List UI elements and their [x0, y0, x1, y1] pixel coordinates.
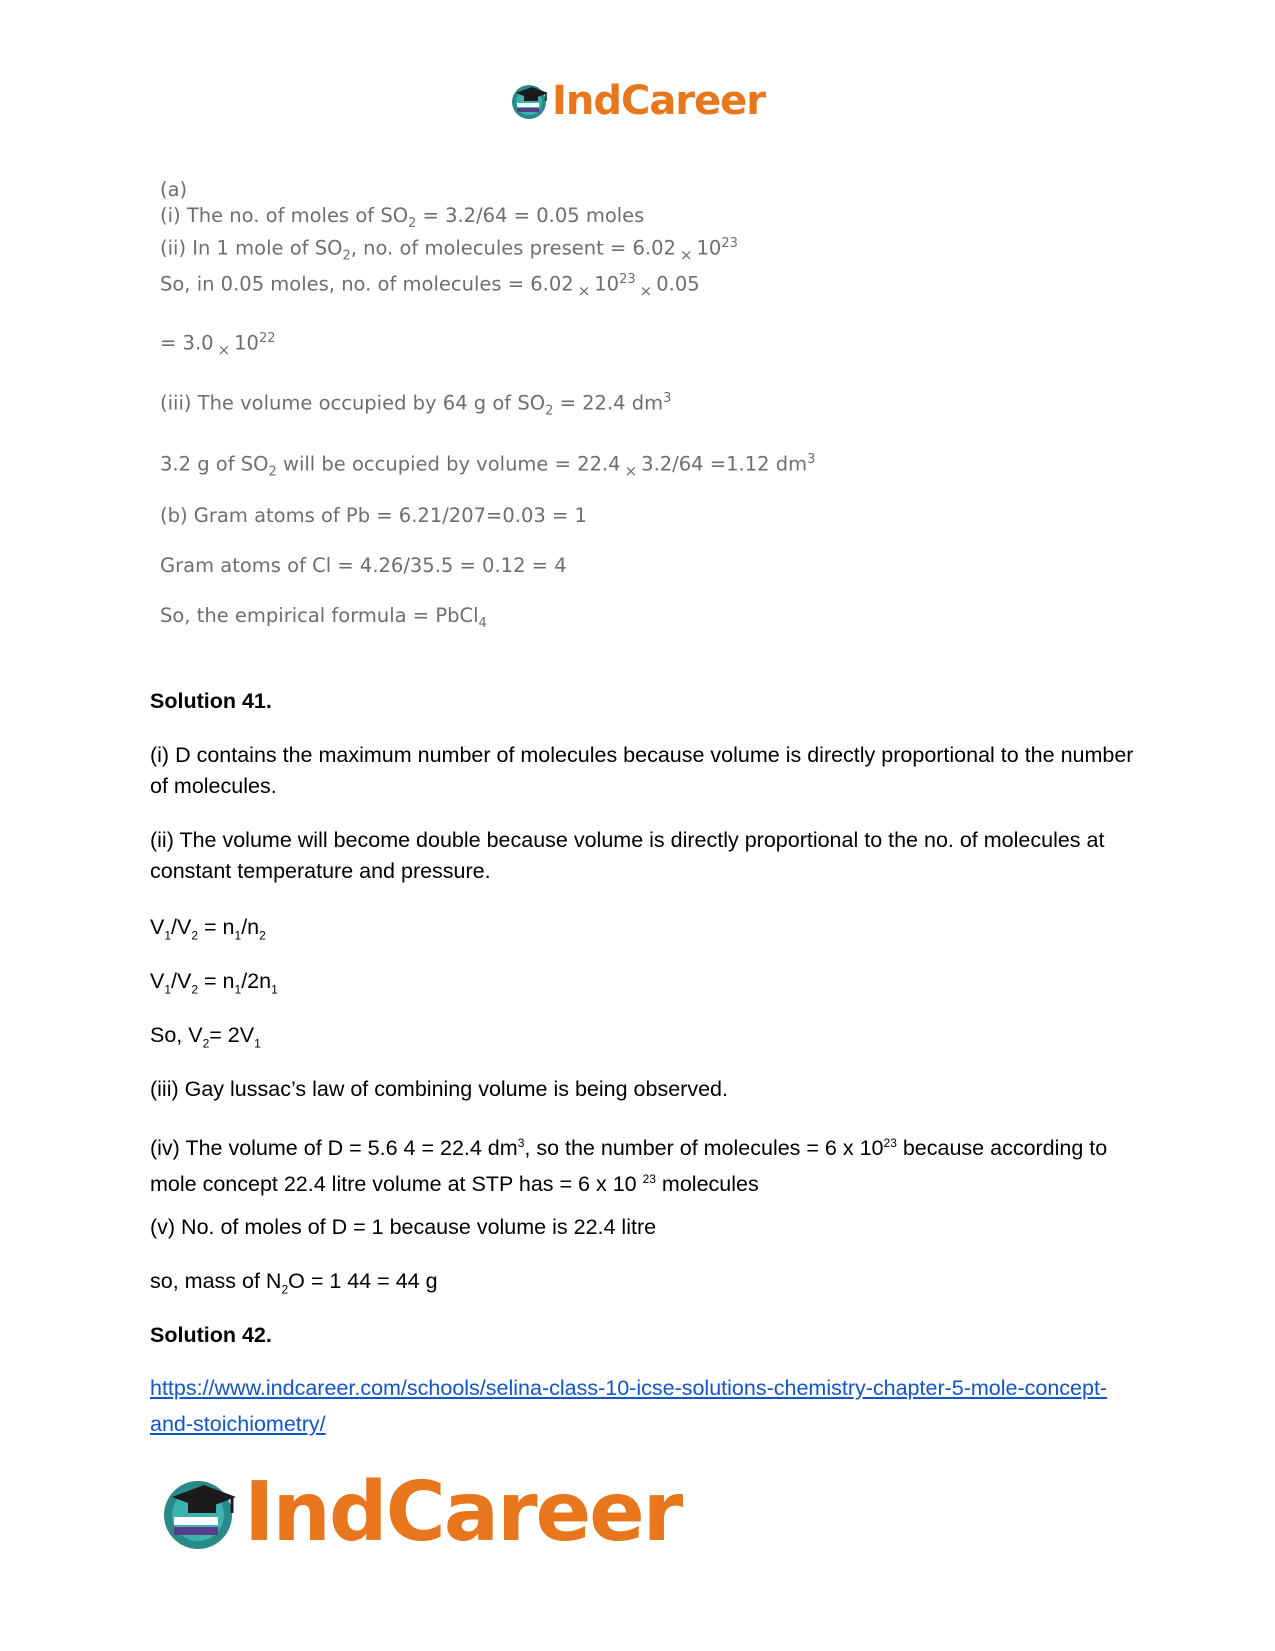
formula-1: $V_1/V_2 = n_1/n_2$	[150, 915, 266, 943]
scan-line-so: So, in 0.05 moles, no. of molecules = 6.02 $_\times$ $10^{23}_\times$ 0.05	[160, 272, 700, 300]
solution-41-para-3: (iii) Gay lussac’s law of combining volume is being observed.	[150, 1077, 728, 1101]
logo-wordmark: IndCareer	[551, 78, 766, 124]
scan-line-empirical: So, the empirical formula = PbCl$_4$	[160, 604, 487, 631]
graduation-cap-icon	[160, 1473, 240, 1553]
solution-41-para-1: (i) D contains the maximum number of molecules because volume is directly proportional to the number of molecules.	[150, 743, 1134, 798]
solution-42-heading: Solution 42.	[150, 1323, 272, 1347]
logo-wordmark: IndCareer	[244, 1465, 682, 1560]
part-a-label: (a)	[160, 178, 188, 201]
solution-42-link-wrap	[150, 1370, 1110, 1442]
formula-3: So, $V_2= 2V_1$	[150, 1023, 261, 1051]
scan-line-iii: (iii) The volume occupied by 64 g of $SO_2 = 22.4$ $dm^3$	[160, 391, 672, 419]
header-logo	[0, 78, 1275, 124]
scan-line-g: 3.2 g of $SO_2$ will be occupied by volume = 22.4 $_\times$ 3.2/64 =1.12 $dm^3$	[160, 452, 816, 480]
solution-41-para-5: (v) No. of moles of D = 1 because volume is 22.4 litre	[150, 1215, 657, 1239]
graduation-cap-icon	[510, 81, 550, 121]
footer-logo	[160, 1465, 681, 1560]
scan-line-eq: = 3.0 $_\times$ $10^{22}$	[160, 331, 276, 359]
scan-line-b: (b) Gram atoms of Pb = 6.21/207=0.03 = 1	[160, 504, 587, 527]
solution-41-para-2: (ii) The volume will become double because volume is directly proportional to the no. of molecules at constant temperature and pressure.	[150, 828, 1105, 883]
scan-line-cl: Gram atoms of Cl = 4.26/35.5 = 0.12 = 4	[160, 554, 567, 577]
solution-41-para-6: so, mass of $N_2O = 1$ 44 = 44 g	[150, 1269, 438, 1297]
solution-41-heading: Solution 41.	[150, 689, 272, 713]
scan-line-ii: (ii) In 1 mole of $SO_2$, no. of molecules present = 6.02 $_\times$ $10^{23}$	[160, 236, 738, 264]
scan-line-i: (i) The no. of moles of $SO_2 = 3.2/64 = 0.05$ moles	[160, 204, 645, 231]
formula-2: $V_1/V_2 = n_1/2n_1$	[150, 969, 278, 997]
solution-41-para-4: (iv) The volume of D = 5.6 4 = 22.4 $dm^3$, so the number of molecules = 6 x $10^{23}$ because according to mole concept 22.4 litre volume at STP has = 6 x 10 $^{23}$ molecules	[150, 1136, 1108, 1197]
solution-42-link[interactable]: https://www.indcareer.com/schools/selina-class-10-icse-solutions-chemistry-chapter-5-mole-concept-and-stoichiometry/	[150, 1376, 1108, 1436]
